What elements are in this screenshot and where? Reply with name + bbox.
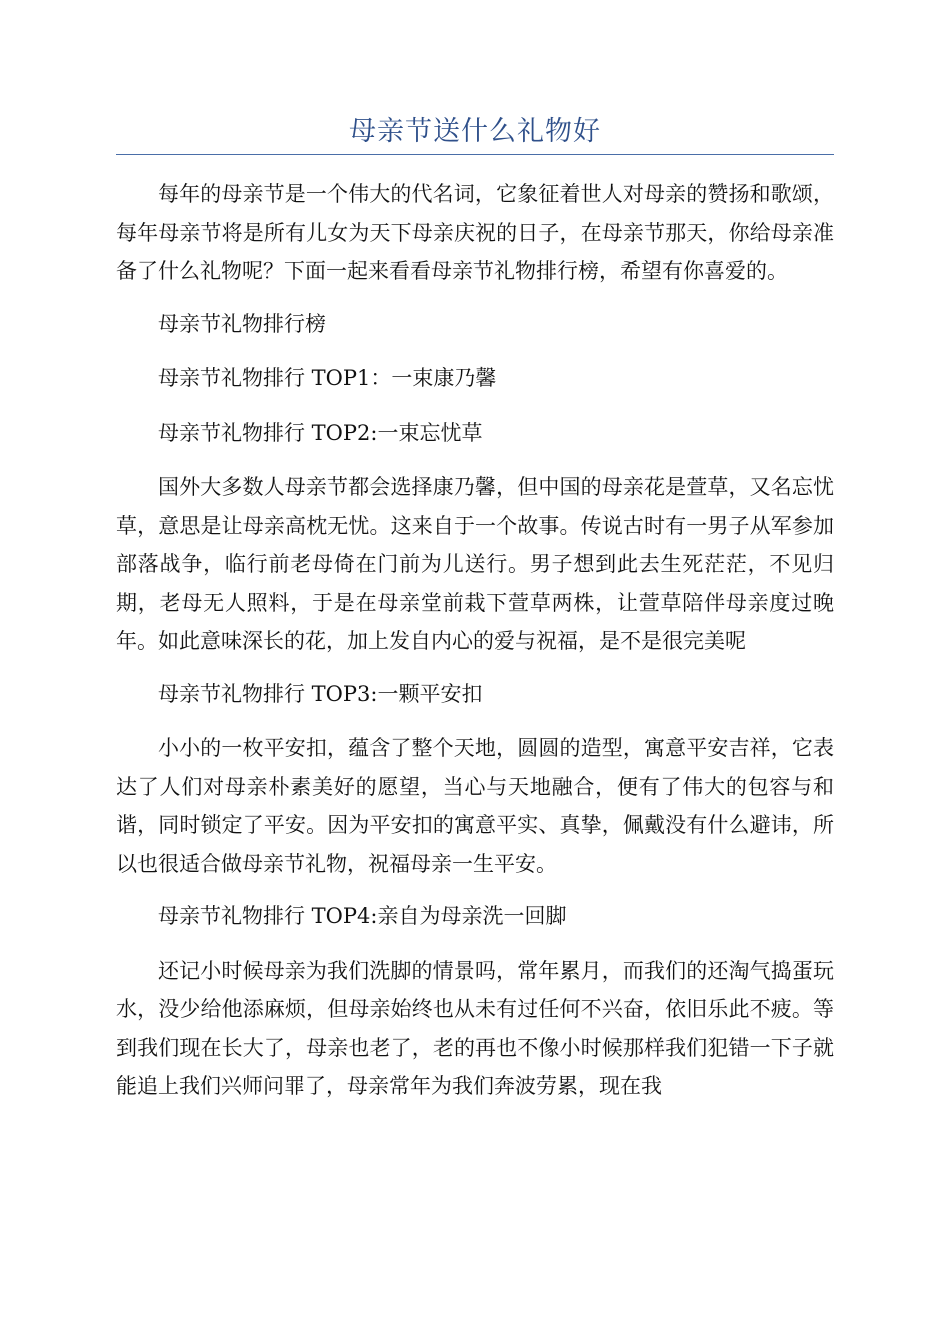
top2-paragraph: 国外大多数人母亲节都会选择康乃馨，但中国的母亲花是萱草，又名忘忧草，意思是让母亲高枕无忧。这来自于一个故事。传说古时有一男子从军参加部落战争，临行前老母倚在门前为儿送行。男子想到此去生死茫茫，不见归期，老母无人照料，于是在母亲堂前栽下萱草两株，让萱草陪伴母亲度过晚年。如此意味深长的花，加上发自内心的爱与祝福，是不是很完美呢 [116,475,834,653]
top3-heading: 母亲节礼物排行 TOP3:一颗平安扣 [158,681,483,706]
top4-paragraph: 还记小时候母亲为我们洗脚的情景吗，常年累月，而我们的还淘气捣蛋玩水，没少给他添麻烦，但母亲始终也从未有过任何不兴奋，依旧乐此不疲。等到我们现在长大了，母亲也老了，老的再也不像小时候那样我们犯错一下子就能追上我们兴师问罪了，母亲常年为我们奔波劳累，现在我 [116,958,834,1098]
intro-paragraph: 每年的母亲节是一个伟大的代名词，它象征着世人对母亲的赞扬和歌颂，每年母亲节将是所有儿女为天下母亲庆祝的日子，在母亲节那天，你给母亲准备了什么礼物呢？下面一起来看看母亲节礼物排行榜，希望有你喜爱的。 [116,182,834,283]
top2-heading: 母亲节礼物排行 TOP2:一束忘忧草 [158,420,483,445]
title-underline [116,154,834,155]
top3-paragraph: 小小的一枚平安扣，蕴含了整个天地，圆圆的造型，寓意平安吉祥，它表达了人们对母亲朴素美好的愿望，当心与天地融合，便有了伟大的包容与和谐，同时锁定了平安。因为平安扣的寓意平实、真挚，佩戴没有什么避讳，所以也很适合做母亲节礼物，祝福母亲一生平安。 [116,736,834,876]
top1-heading: 母亲节礼物排行 TOP1：一束康乃馨 [158,366,497,390]
document-body [116,175,834,1120]
top4-heading: 母亲节礼物排行 TOP4:亲自为母亲洗一回脚 [158,904,567,928]
document-title: 母亲节送什么礼物好 [349,116,601,147]
ranking-heading: 母亲节礼物排行榜 [158,311,326,336]
